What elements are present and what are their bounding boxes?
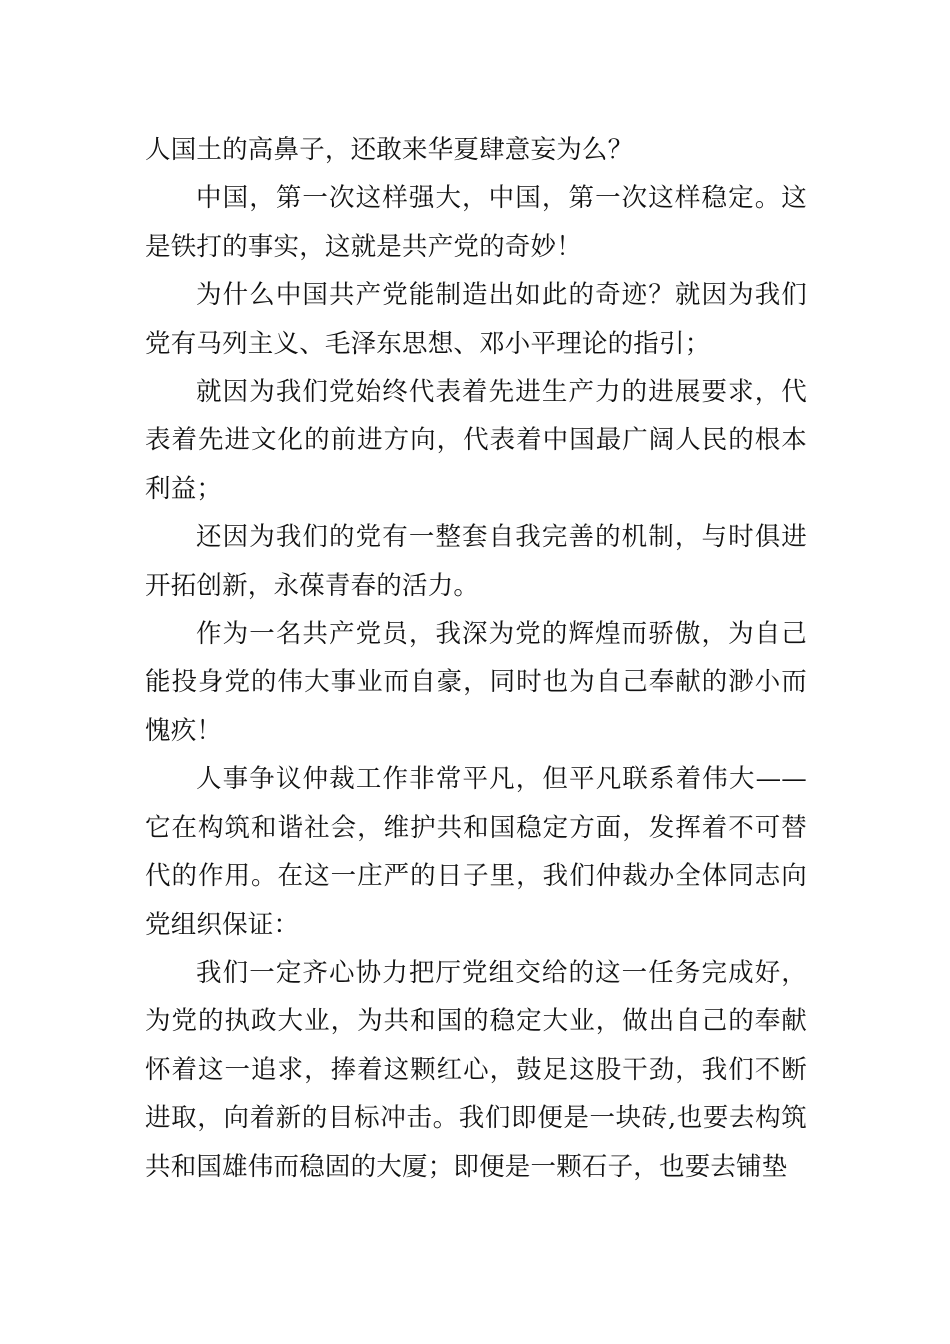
paragraph-8: 我们一定齐心协力把厅党组交给的这一任务完成好，为党的执政大业，为共和国的稳定大业，做出自己的奉献怀着这一追求，捧着这颗红心，鼓足这股干劲，我们不断进取，向着新的目标冲击。我们即便是一块砖,也要去构筑共和国雄伟而稳固的大厦；即便是一颗石子，也要去铺垫: [145, 957, 807, 1182]
document-body: [145, 126, 807, 1191]
paragraph-6: 作为一名共产党员，我深为党的辉煌而骄傲，为自己能投身党的伟大事业而自豪，同时也为自己奉献的渺小而愧疚！: [145, 619, 807, 746]
paragraph-2: 中国，第一次这样强大，中国，第一次这样稳定。这是铁打的事实，这就是共产党的奇妙！: [145, 183, 807, 262]
paragraph-3: 为什么中国共产党能制造出如此的奇迹？就因为我们党有马列主义、毛泽东思想、邓小平理论的指引；: [145, 280, 807, 359]
paragraph-1: 人国土的高鼻子，还敢来华夏肆意妄为么？: [145, 135, 634, 165]
paragraph-7: 人事争议仲裁工作非常平凡，但平凡联系着伟大——它在构筑和谐社会，维护共和国稳定方面，发挥着不可替代的作用。在这一庄严的日子里，我们仲裁办全体同志向党组织保证：: [145, 764, 807, 940]
paragraph-5: 还因为我们的党有一整套自我完善的机制，与时俱进开拓创新，永葆青春的活力。: [145, 522, 807, 601]
paragraph-4: 就因为我们党始终代表着先进生产力的进展要求，代表着先进文化的前进方向，代表着中国最广阔人民的根本利益；: [145, 377, 807, 504]
